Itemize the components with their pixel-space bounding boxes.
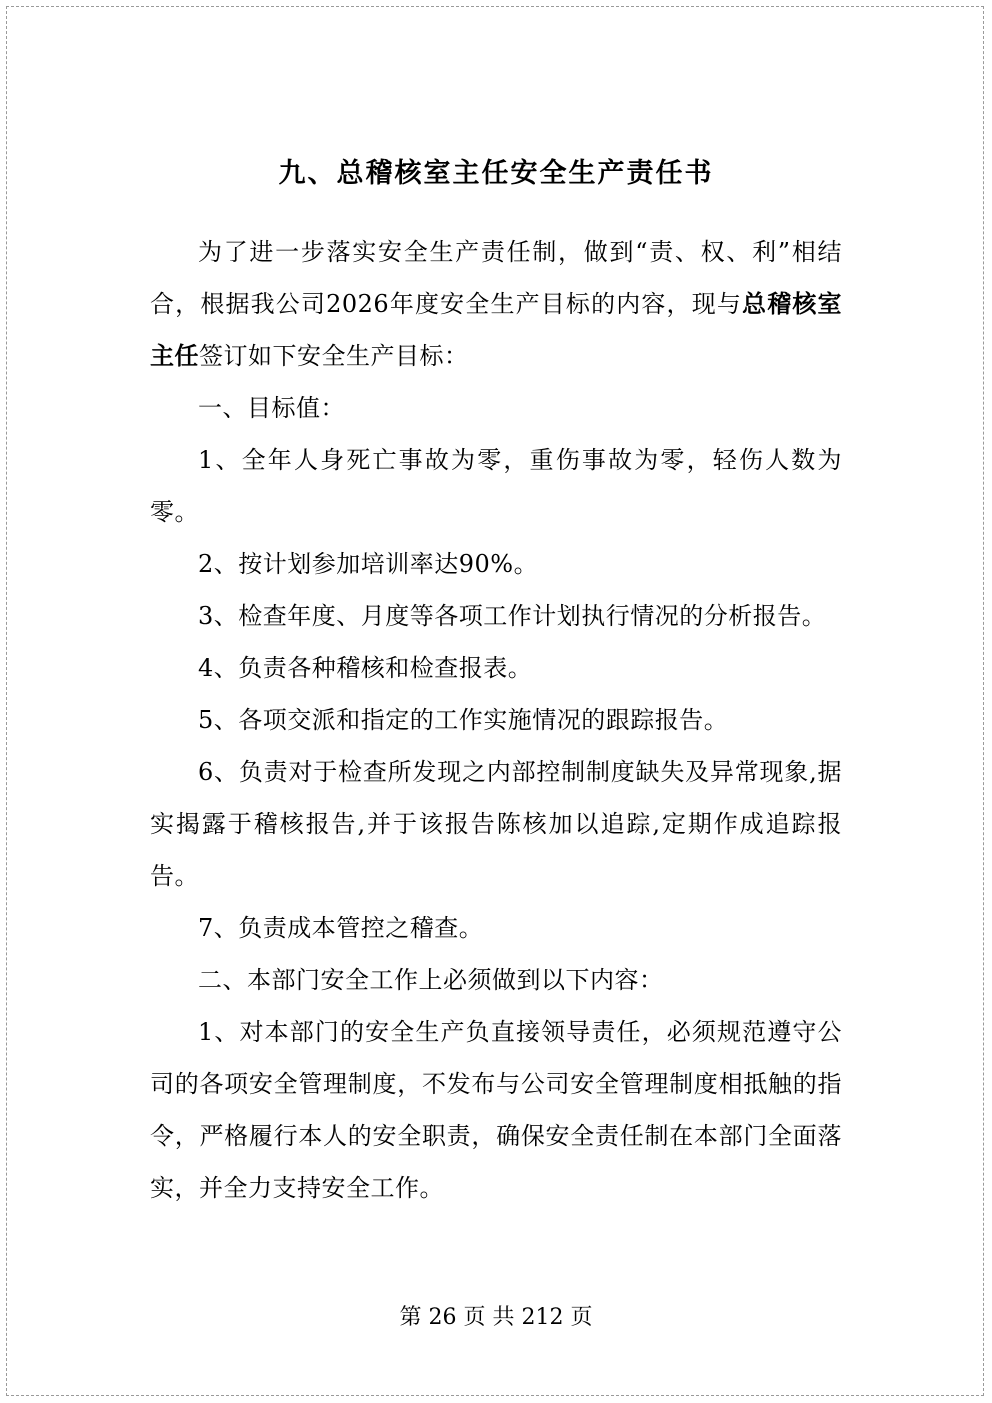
footer-label-unit: 页 bbox=[463, 1305, 486, 1330]
page-footer bbox=[0, 1300, 992, 1336]
intro-party: 总稽核室主任 bbox=[150, 289, 843, 370]
target-item-6: 6、负责对于检查所发现之内部控制制度缺失及异常现象,据实揭露于稽核报告,并于该报告陈核加以追踪,定期作成追踪报告。 bbox=[150, 758, 842, 890]
section-heading-requirements: 二、本部门安全工作上必须做到以下内容： bbox=[198, 966, 664, 994]
footer-total-pages: 212 bbox=[521, 1305, 564, 1330]
target-item-7: 7、负责成本管控之稽查。 bbox=[198, 914, 484, 942]
target-item-5: 5、各项交派和指定的工作实施情况的跟踪报告。 bbox=[198, 706, 729, 734]
intro-lead: 为了进一步落实安全生产责任制，做到“责、权、利”相结合，根据我公司2026年度安全生产目标的内容，现与 bbox=[150, 238, 842, 318]
requirement-item-1: 1、对本部门的安全生产负直接领导责任，必须规范遵守公司的各项安全管理制度，不发布与公司安全管理制度相抵触的指令，严格履行本人的安全职责，确保安全责任制在本部门全面落实，并全力支持安全工作。 bbox=[150, 1018, 842, 1202]
section-heading-targets: 一、目标值： bbox=[198, 394, 345, 422]
intro-paragraph bbox=[150, 226, 842, 382]
footer-page-number: 26 bbox=[428, 1305, 457, 1330]
target-item-1: 1、全年人身死亡事故为零，重伤事故为零，轻伤人数为零。 bbox=[150, 446, 842, 526]
intro-tail: 签订如下安全生产目标： bbox=[199, 342, 469, 370]
document-title: 九、总稽核室主任安全生产责任书 bbox=[278, 158, 714, 189]
target-item-4: 4、负责各种稽核和检查报表。 bbox=[198, 654, 533, 682]
footer-label-page: 第 bbox=[399, 1305, 422, 1330]
footer-label-unit2: 页 bbox=[570, 1305, 593, 1330]
target-item-2: 2、按计划参加培训率达90%。 bbox=[198, 550, 539, 578]
footer-label-total: 共 bbox=[492, 1305, 515, 1330]
target-item-3: 3、检查年度、月度等各项工作计划执行情况的分析报告。 bbox=[198, 602, 827, 630]
document-body bbox=[150, 226, 842, 1214]
